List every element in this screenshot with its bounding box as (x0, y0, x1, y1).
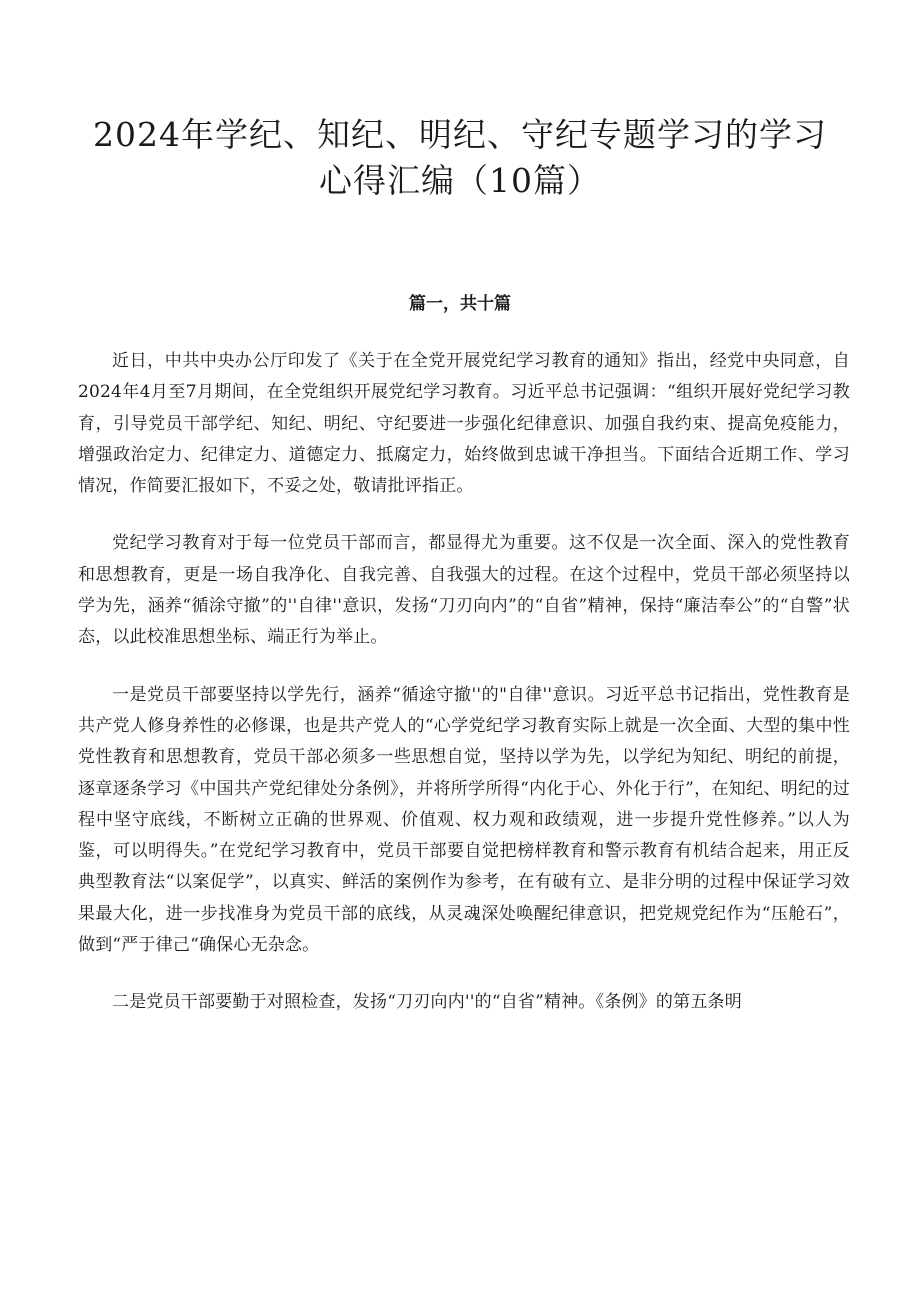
paragraph-point-one: 一是党员干部要坚持以学先行，涵养“循途守撤''的"自律''意识。习近平总书记指出，党性教育是共产党人修身养性的必修课，也是共产党人的“心学党纪学习教育实际上就是一次全面、大型的集中性党性教育和思想教育，党员干部必须多一些思想自觉，坚持以学为先，以学纪为知纪、明纪的前提，逐章逐条学习《中国共产党纪律处分条例》，并将所学所得“内化于心、外化于行”，在知纪、明纪的过程中坚守底线，不断树立正确的世界观、价值观、权力观和政绩观，进一步提升党性修养。”以人为鉴，可以明得失。”在党纪学习教育中，党员干部要自觉把榜样教育和警示教育有机结合起来，用正反典型教育法“以案促学”，以真实、鲜活的案例作为参考，在有破有立、是非分明的过程中保证学习效果最大化，进一步找准身为党员干部的底线，从灵魂深处唤醒纪律意识，把党规党纪作为“压舱石”，做到“严于律己“确保心无杂念。 (78, 684, 850, 956)
paragraph-importance: 党纪学习教育对于每一位党员干部而言，都显得尤为重要。这不仅是一次全面、深入的党性教育和思想教育，更是一场自我净化、自我完善、自我强大的过程。在这个过程中，党员干部必须坚持以学为先，涵养“循涂守撤”的''自律''意识，发扬“刀刃向内”的“自省”精神，保持“廉洁奉公”的“自警”状态，以此校准思想坐标、端正行为举止。 (78, 533, 850, 648)
document-body (78, 346, 850, 1045)
paragraph-intro: 近日，中共中央办公厅印发了《关于在全党开展党纪学习教育的通知》指出，经党中央同意，自2024年4月至7月期间，在全党组织开展党纪学习教育。习近平总书记强调：“组织开展好党纪学习教育，引导党员干部学纪、知纪、明纪、守纪要进一步强化纪律意识、加强自我约束、提高免疫能力，增强政治定力、纪律定力、道德定力、抵腐定力，始终做到忠诚干净担当。下面结合近期工作、学习情况，作简要汇报如下，不妥之处，敬请批评指正。 (78, 351, 850, 497)
paragraph-point-two: 二是党员干部要勤于对照检查，发扬“刀刃向内''的“自省”精神。《条例》的第五条明 (112, 992, 742, 1013)
section-heading: 篇一，共十篇 (409, 294, 511, 314)
document-title: 2024年学纪、知纪、明纪、守纪专题学习的学习心得汇编（10篇） (93, 115, 827, 200)
